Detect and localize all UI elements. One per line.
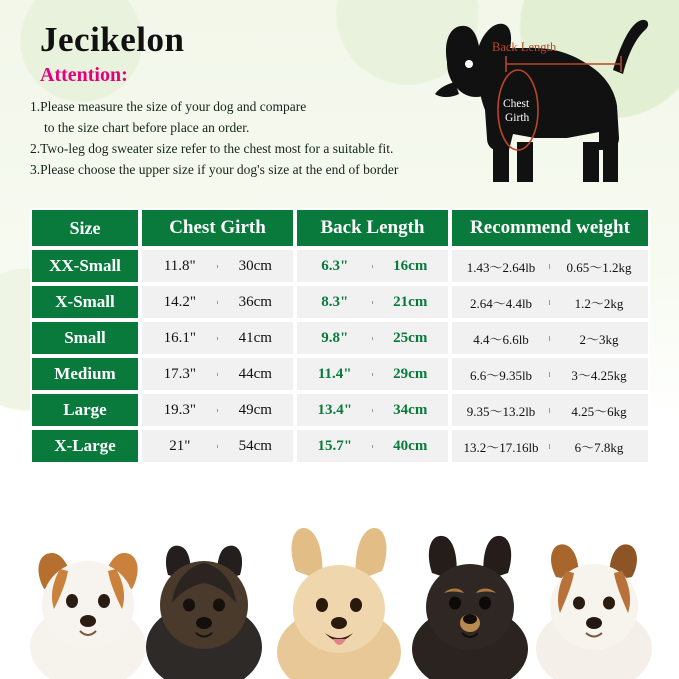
row-back <box>295 248 450 284</box>
row-back <box>295 320 450 356</box>
attention-note-1: 1.Please measure the size of your dog and compare <box>30 99 307 114</box>
back-cm: 25cm <box>393 329 428 346</box>
row-size <box>30 428 140 464</box>
row-back-cell <box>295 428 450 464</box>
row-back <box>295 392 450 428</box>
chest-cm: 44cm <box>238 365 272 382</box>
size-table-head <box>30 208 650 248</box>
weight-lb: 1.43～2.64lb <box>452 257 550 276</box>
back-inch: 9.8" <box>297 330 373 347</box>
weight-kg: 0.65～1.2kg <box>566 259 632 275</box>
row-size-cell: X-Small <box>30 284 140 320</box>
dog-photos-illustration <box>0 497 679 679</box>
row-weight <box>450 392 650 428</box>
weight-kg: 4.25～6kg <box>571 403 627 419</box>
table-header-row <box>30 208 650 248</box>
back-cm: 21cm <box>393 293 428 310</box>
chest-inch: 17.3" <box>142 366 218 383</box>
chest-cm: 30cm <box>238 257 272 274</box>
row-back <box>295 356 450 392</box>
row-back-cell <box>295 392 450 428</box>
dog-photo-strip <box>0 497 679 679</box>
row-weight-cell <box>450 320 650 356</box>
size-table-wrapper <box>30 208 650 464</box>
row-size-cell: Large <box>30 392 140 428</box>
row-size <box>30 248 140 284</box>
row-size-cell: XX-Small <box>30 248 140 284</box>
weight-kg: 1.2～2kg <box>574 295 624 311</box>
table-row <box>30 284 650 320</box>
row-chest-cell <box>140 248 295 284</box>
header-chest-girth <box>140 208 295 248</box>
brand-title: Jecikelon <box>40 20 185 59</box>
chest-inch: 16.1" <box>142 330 218 347</box>
row-weight-cell <box>450 284 650 320</box>
row-size-cell: Small <box>30 320 140 356</box>
attention-note-2: 2.Two-leg dog sweater size refer to the chest most for a suitable fit. <box>30 141 394 156</box>
row-chest-cell <box>140 356 295 392</box>
weight-kg: 6～7.8kg <box>574 439 624 455</box>
attention-note-1b <box>30 117 460 138</box>
measurement-diagram <box>417 10 667 195</box>
row-size <box>30 392 140 428</box>
table-row <box>30 248 650 284</box>
row-weight-cell <box>450 392 650 428</box>
chest-inch: 21" <box>142 438 218 455</box>
weight-kg: 2～3kg <box>579 331 619 347</box>
row-size <box>30 320 140 356</box>
back-cm: 29cm <box>393 365 428 382</box>
back-inch: 8.3" <box>297 294 373 311</box>
back-inch: 13.4" <box>297 402 373 419</box>
row-chest-cell <box>140 320 295 356</box>
weight-lb: 2.64～4.4lb <box>452 293 550 312</box>
row-chest <box>140 320 295 356</box>
row-chest <box>140 356 295 392</box>
row-weight-cell <box>450 428 650 464</box>
attention-notes <box>30 96 460 180</box>
attention-heading: Attention: <box>40 64 128 86</box>
row-size <box>30 284 140 320</box>
header-recommend-weight <box>450 208 650 248</box>
row-chest-cell <box>140 392 295 428</box>
row-size-cell: X-Large <box>30 428 140 464</box>
row-chest <box>140 428 295 464</box>
row-weight <box>450 428 650 464</box>
back-inch: 6.3" <box>297 258 373 275</box>
chest-cm: 54cm <box>238 437 272 454</box>
size-table <box>30 208 650 464</box>
row-chest-cell <box>140 284 295 320</box>
table-row <box>30 428 650 464</box>
row-weight <box>450 248 650 284</box>
row-back <box>295 284 450 320</box>
header-size <box>30 208 140 248</box>
row-back-cell <box>295 356 450 392</box>
back-inch: 11.4" <box>297 366 373 383</box>
chest-inch: 11.8" <box>142 258 218 275</box>
size-table-body <box>30 248 650 464</box>
row-size-cell: Medium <box>30 356 140 392</box>
dog-photo-1 <box>30 553 146 679</box>
weight-lb: 4.4～6.6lb <box>452 329 550 348</box>
table-row <box>30 320 650 356</box>
chest-inch: 14.2" <box>142 294 218 311</box>
row-chest <box>140 248 295 284</box>
header-size-cell: Size <box>30 208 140 248</box>
weight-lb: 6.6～9.35lb <box>452 365 550 384</box>
dog-photo-5 <box>536 544 652 679</box>
back-cm: 34cm <box>393 401 428 418</box>
header-chest-girth-cell: Chest Girth <box>140 208 295 248</box>
row-weight-cell <box>450 356 650 392</box>
back-length-label: Back Length <box>492 40 557 54</box>
chest-cm: 49cm <box>238 401 272 418</box>
dog-silhouette-icon <box>417 10 667 195</box>
row-chest <box>140 284 295 320</box>
row-weight <box>450 284 650 320</box>
chest-cm: 36cm <box>238 293 272 310</box>
weight-kg: 3～4.25kg <box>571 367 627 383</box>
table-row <box>30 356 650 392</box>
row-weight <box>450 356 650 392</box>
weight-lb: 9.35～13.2lb <box>452 401 550 420</box>
back-cm: 40cm <box>393 437 428 454</box>
chest-girth-label-line1: Chest <box>503 98 530 110</box>
back-cm: 16cm <box>393 257 428 274</box>
chest-cm: 41cm <box>238 329 272 346</box>
back-inch: 15.7" <box>297 438 373 455</box>
chest-inch: 19.3" <box>142 402 218 419</box>
row-weight-cell <box>450 248 650 284</box>
header-recommend-weight-cell: Recommend weight <box>450 208 650 248</box>
header-back-length <box>295 208 450 248</box>
row-back <box>295 428 450 464</box>
row-back-cell <box>295 320 450 356</box>
row-weight <box>450 320 650 356</box>
row-back-cell <box>295 284 450 320</box>
attention-note-3: 3.Please choose the upper size if your dog's size at the end of border <box>30 162 399 177</box>
row-chest <box>140 392 295 428</box>
row-size <box>30 356 140 392</box>
attention-note-1b-text: to the size chart before place an order. <box>44 120 250 135</box>
chest-girth-label-line2: Girth <box>505 112 530 124</box>
row-chest-cell <box>140 428 295 464</box>
header-back-length-cell: Back Length <box>295 208 450 248</box>
weight-lb: 13.2～17.16lb <box>452 437 550 456</box>
row-back-cell <box>295 248 450 284</box>
table-row <box>30 392 650 428</box>
